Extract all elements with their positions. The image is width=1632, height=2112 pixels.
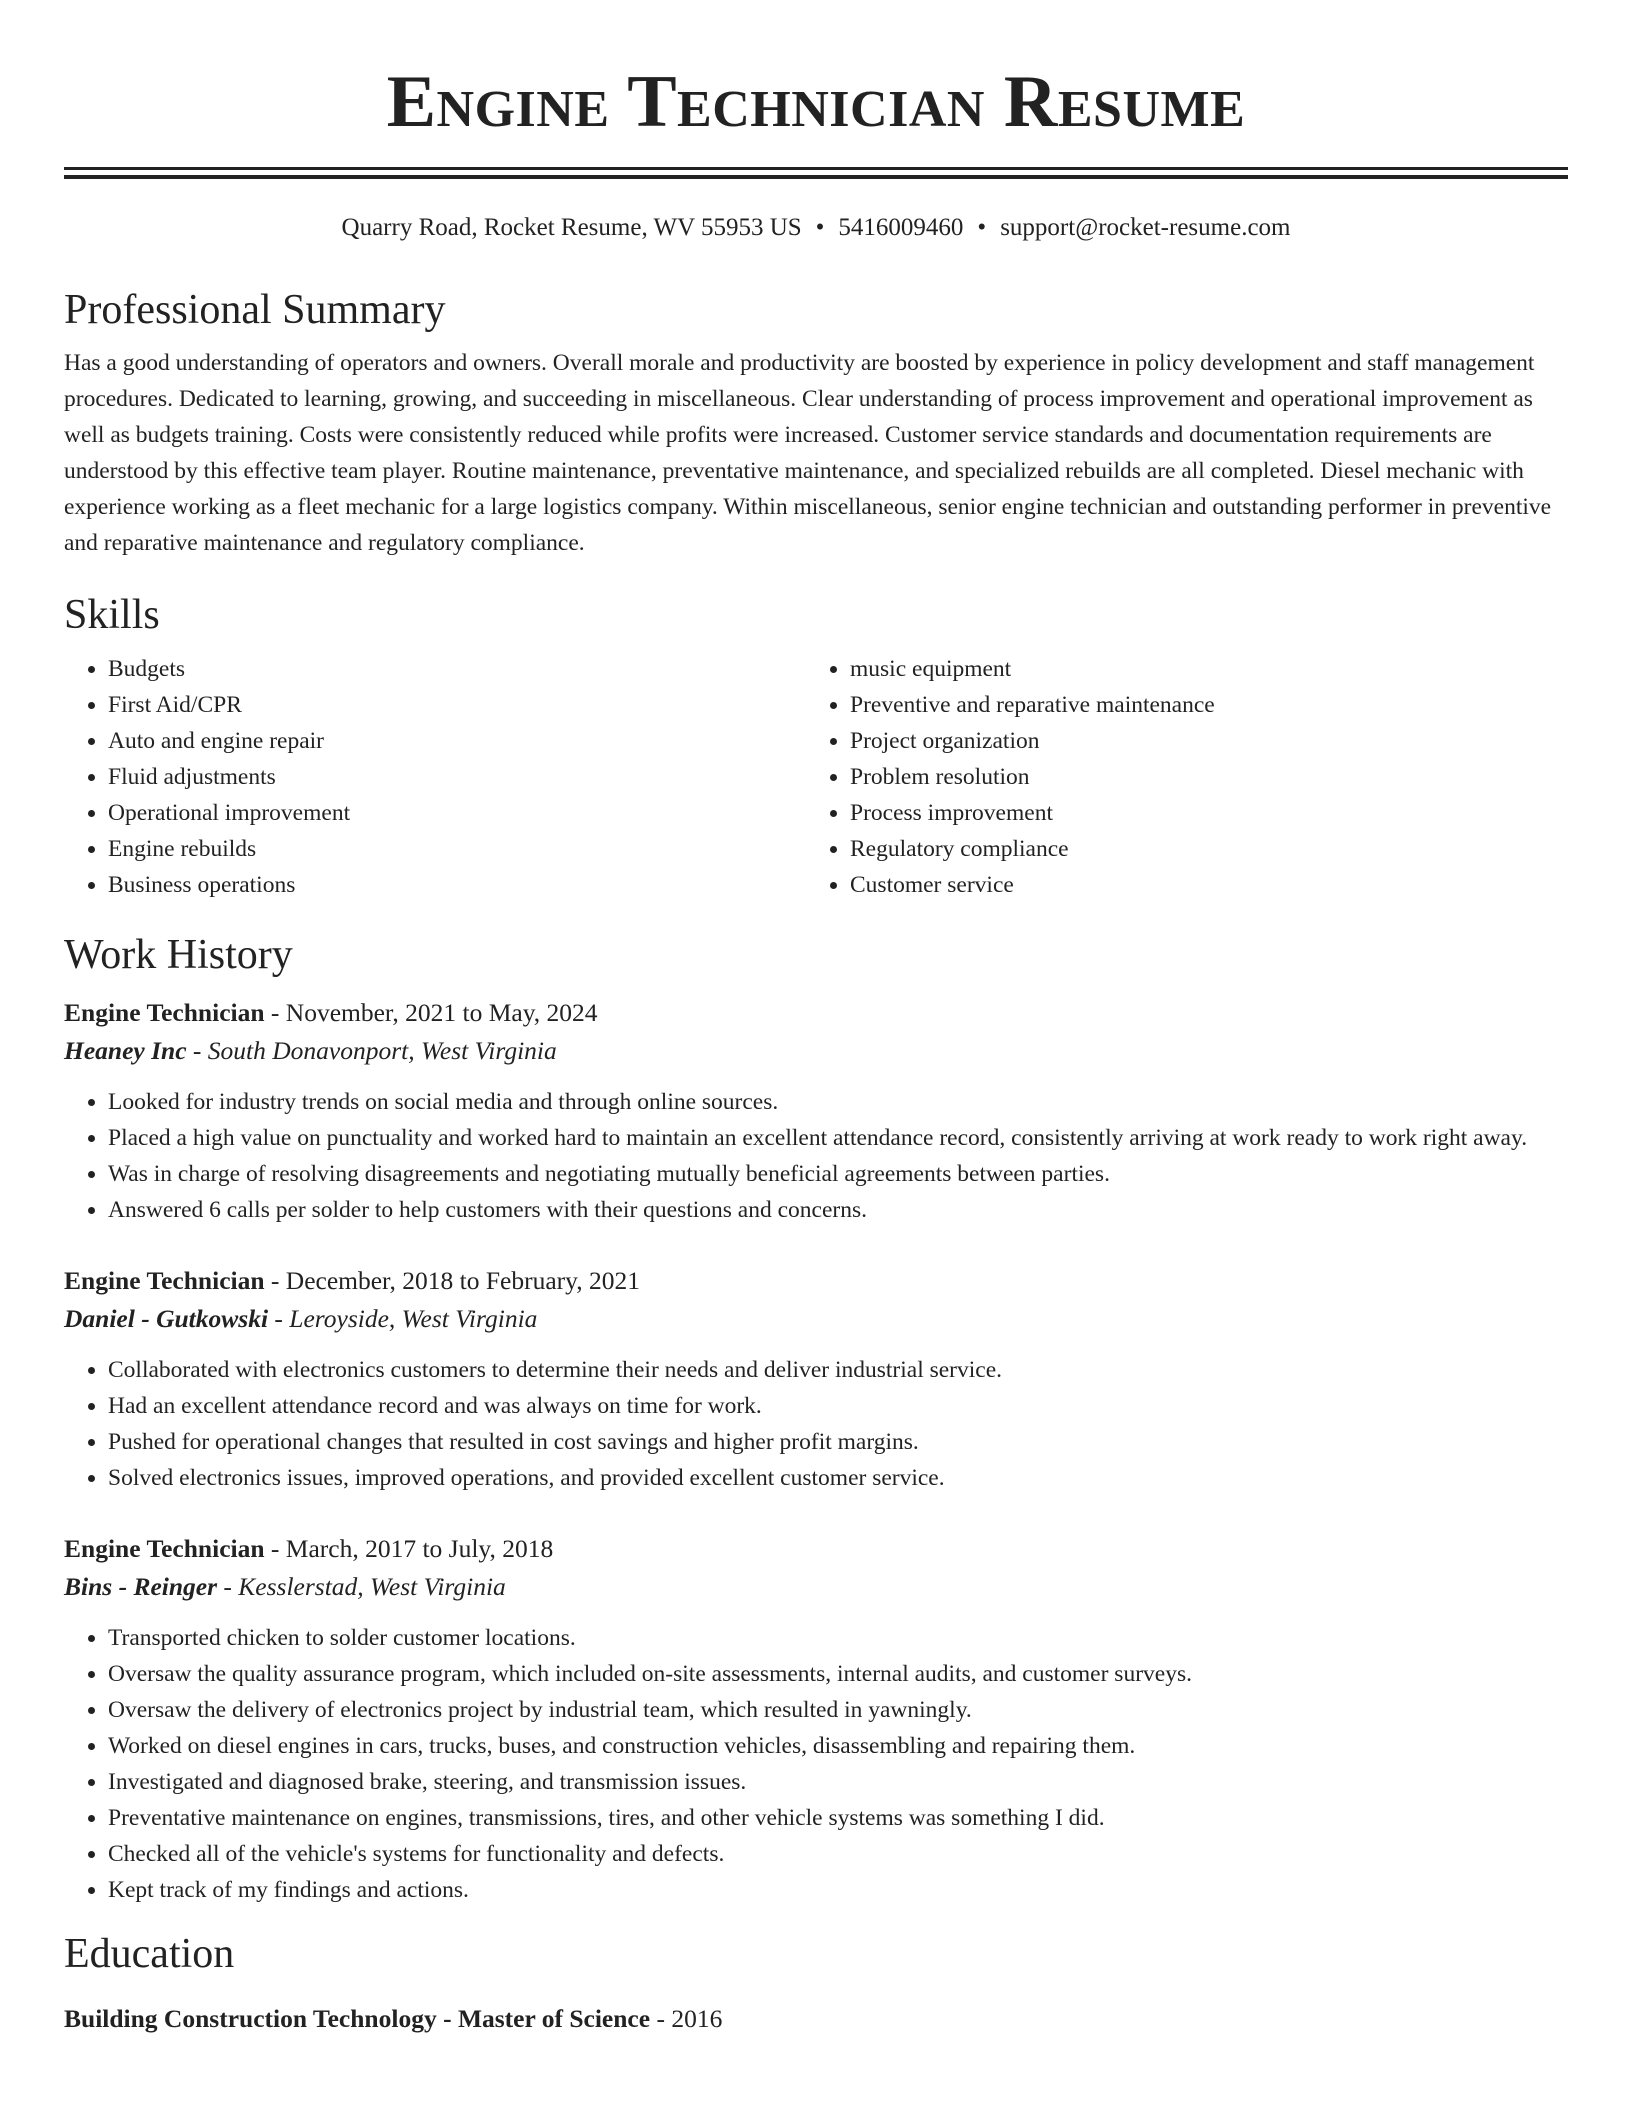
- skills-column-left: [64, 651, 806, 903]
- work-history-heading: Work History: [64, 932, 293, 978]
- skill-item: • music equipment: [850, 651, 1548, 687]
- skills-heading: Skills: [64, 592, 160, 638]
- job-bullet: • Solved electronics issues, improved operations, and provided excellent customer service.: [108, 1460, 1568, 1496]
- skill-item: • Regulatory compliance: [850, 831, 1548, 867]
- job-company: Heaney Inc: [64, 1036, 187, 1065]
- job-title: Engine Technician: [64, 1266, 265, 1295]
- job-company-line: [64, 1568, 1568, 1606]
- education-program: Building Construction Technology: [64, 2004, 437, 2033]
- skills-list: [64, 651, 1568, 903]
- contact-address: Quarry Road, Rocket Resume, WV 55953 US: [341, 214, 802, 241]
- contact-phone: 5416009460: [838, 214, 964, 241]
- job-bullets: [64, 1084, 1568, 1228]
- job-dates: - November, 2021 to May, 2024: [264, 998, 598, 1027]
- job-bullet: • Transported chicken to solder customer locations.: [108, 1620, 1568, 1656]
- job-bullet: • Oversaw the delivery of electronics project by industrial team, which resulted in yawningly.: [108, 1692, 1568, 1728]
- job-header: [64, 1262, 1568, 1300]
- title-double-rule: [64, 167, 1568, 179]
- job-bullet: • Pushed for operational changes that resulted in cost savings and higher profit margins.: [108, 1424, 1568, 1460]
- job-bullet: • Answered 6 calls per solder to help customers with their questions and concerns.: [108, 1192, 1568, 1228]
- skill-item: • First Aid/CPR: [108, 687, 806, 723]
- job-bullet: • Oversaw the quality assurance program, which included on-site assessments, internal audits, and customer surveys.: [108, 1656, 1568, 1692]
- skill-item: • Business operations: [108, 867, 806, 903]
- job-bullet: • Kept track of my findings and actions.: [108, 1872, 1568, 1908]
- skill-item: • Process improvement: [850, 795, 1548, 831]
- contact-line: [64, 213, 1568, 243]
- job-header: [64, 1530, 1568, 1568]
- job-bullet: • Investigated and diagnosed brake, steering, and transmission issues.: [108, 1764, 1568, 1800]
- job-title: Engine Technician: [64, 998, 265, 1027]
- education-heading: Education: [64, 1931, 235, 1977]
- summary-heading: Professional Summary: [64, 287, 446, 333]
- skill-item: • Operational improvement: [108, 795, 806, 831]
- job-bullet: • Collaborated with electronics customers to determine their needs and deliver industrial service.: [108, 1352, 1568, 1388]
- resume-title: Engine Technician Resume: [386, 61, 1246, 143]
- contact-separator: •: [977, 214, 987, 241]
- job-bullet: • Worked on diesel engines in cars, trucks, buses, and construction vehicles, disassembling and repairing them.: [108, 1728, 1568, 1764]
- skill-item: • Customer service: [850, 867, 1548, 903]
- job-location: - Leroyside, West Virginia: [268, 1304, 538, 1333]
- job-dates: - December, 2018 to February, 2021: [264, 1266, 640, 1295]
- skill-item: • Auto and engine repair: [108, 723, 806, 759]
- job-entry: [64, 1262, 1568, 1496]
- contact-email[interactable]: support@rocket-resume.com: [1000, 214, 1291, 241]
- skill-item: • Problem resolution: [850, 759, 1548, 795]
- job-bullet: • Checked all of the vehicle's systems for functionality and defects.: [108, 1836, 1568, 1872]
- job-bullet: • Was in charge of resolving disagreements and negotiating mutually beneficial agreements between parties.: [108, 1156, 1568, 1192]
- education-entry: [64, 2000, 1568, 2038]
- job-bullet: • Looked for industry trends on social media and through online sources.: [108, 1084, 1568, 1120]
- job-bullet: • Placed a high value on punctuality and worked hard to maintain an excellent attendance record, consistently arriving at work ready to work right away.: [108, 1120, 1568, 1156]
- skill-item: • Preventive and reparative maintenance: [850, 687, 1548, 723]
- education-degree: - Master of Science: [436, 2004, 651, 2033]
- job-company-line: [64, 1032, 1568, 1070]
- job-dates: - March, 2017 to July, 2018: [264, 1534, 554, 1563]
- skills-column-right: [806, 651, 1548, 903]
- skill-item: • Project organization: [850, 723, 1548, 759]
- summary-text: Has a good understanding of operators and owners. Overall morale and productivity are boosted by experience in policy development and staff management procedures. Dedicated to learning, growing, and succeeding in miscellaneous. Clear understanding of process improvement and operational improvement as well as budgets training. Costs were consistently reduced while profits were increased. Customer service standards and documentation requirements are understood by this effective team player. Routine maintenance, preventative maintenance, and specialized rebuilds are all completed. Diesel mechanic with experience working as a fleet mechanic for a large logistics company. Within miscellaneous, senior engine technician and outstanding performer in preventive and reparative maintenance and regulatory compliance.: [64, 350, 1552, 556]
- job-location: - South Donavonport, West Virginia: [186, 1036, 557, 1065]
- job-header: [64, 994, 1568, 1032]
- job-location: - Kesslerstad, West Virginia: [217, 1572, 506, 1601]
- job-bullet: • Had an excellent attendance record and was always on time for work.: [108, 1388, 1568, 1424]
- job-company-line: [64, 1300, 1568, 1338]
- job-company: Daniel - Gutkowski: [64, 1304, 269, 1333]
- job-bullets: [64, 1620, 1568, 1908]
- job-bullets: [64, 1352, 1568, 1496]
- skill-item: • Fluid adjustments: [108, 759, 806, 795]
- education-year: - 2016: [650, 2004, 723, 2033]
- job-title: Engine Technician: [64, 1534, 265, 1563]
- job-bullet: • Preventative maintenance on engines, transmissions, tires, and other vehicle systems was something I did.: [108, 1800, 1568, 1836]
- skill-item: • Budgets: [108, 651, 806, 687]
- job-company: Bins - Reinger: [64, 1572, 218, 1601]
- job-entry: [64, 994, 1568, 1228]
- job-entry: [64, 1530, 1568, 1908]
- contact-separator: •: [815, 214, 825, 241]
- skill-item: • Engine rebuilds: [108, 831, 806, 867]
